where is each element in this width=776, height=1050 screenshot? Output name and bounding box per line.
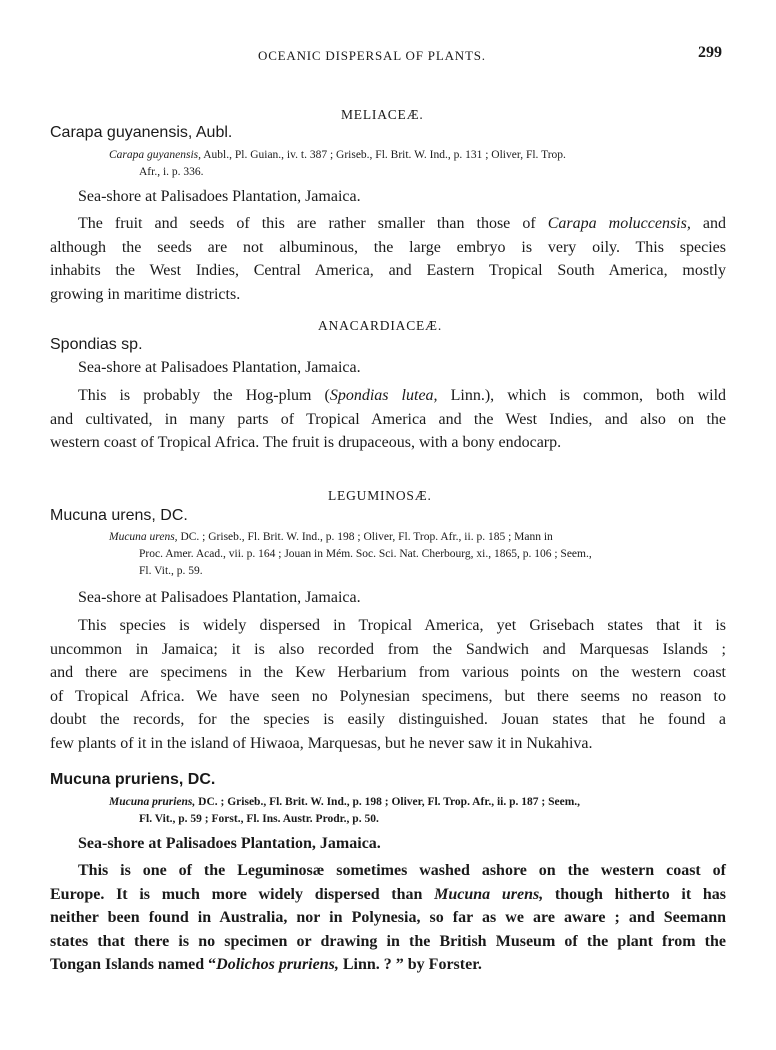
citation-text: Fl. Vit., p. 59 ; Forst., Fl. Ins. Austr. Prodr., p. 50. [139, 813, 379, 825]
paragraph-text: Linn.), which is common, both wild [437, 387, 727, 404]
paragraph-mucuna-urens [50, 614, 726, 755]
paragraph-line: few plants of it in the island of Hiwaoa, Marquesas, but he never saw it in Nukahiva. [50, 734, 593, 752]
locality-carapa: Sea-shore at Palisadoes Plantation, Jamaica. [78, 188, 361, 205]
paragraph-text: Linn. ? ” by Forster. [338, 956, 482, 973]
paragraph-text: Europe. It is much more widely dispersed than [50, 885, 435, 903]
paragraph-line: This is one of the Leguminosæ sometimes washed ashore on the western coast of [78, 862, 726, 879]
paragraph-line: This species is widely dispersed in Tropical America, yet Grisebach states that it is [78, 617, 726, 634]
paragraph-line: states that there is no specimen or drawing in the British Museum of the plant from the [50, 932, 726, 950]
paragraph-text: The fruit and seeds of this are rather smaller than those of [78, 215, 548, 232]
citation-italic-name: Carapa guyanensis, [109, 149, 201, 161]
locality-spondias: Sea-shore at Palisadoes Plantation, Jamaica. [78, 359, 361, 376]
species-name-mucuna-urens: Mucuna urens, DC. [50, 507, 188, 524]
paragraph-spondias [50, 384, 726, 455]
citation-text: Proc. Amer. Acad., vii. p. 164 ; Jouan in Mém. Soc. Sci. Nat. Cherbourg, xi., 1865, p. 106 ; Seem., [139, 548, 592, 560]
paragraph-text: Tongan Islands named “ [50, 956, 217, 973]
paragraph-italic: Spondias lutea, [329, 387, 438, 404]
family-heading-meliaceae: MELIACEÆ. [341, 107, 424, 122]
paragraph-italic: Mucuna urens, [434, 885, 544, 903]
running-title: OCEANIC DISPERSAL OF PLANTS. [258, 48, 486, 63]
citation-text: Afr., i. p. 336. [139, 166, 204, 178]
family-heading-anacardiaceae: ANACARDIACEÆ. [318, 318, 443, 333]
citation-text: Fl. Vit., p. 59. [139, 565, 203, 577]
page-number: 299 [698, 44, 722, 61]
paragraph-carapa [50, 212, 726, 306]
species-name-mucuna-pruriens: Mucuna pruriens, DC. [50, 771, 216, 788]
citation-text: DC. ; Griseb., Fl. Brit. W. Ind., p. 198 ; Oliver, Fl. Trop. Afr., ii. p. 187 ; Seem., [195, 796, 581, 808]
family-heading-leguminosae: LEGUMINOSÆ. [328, 488, 432, 503]
citation-text: Aubl., Pl. Guian., iv. t. 387 ; Griseb., Fl. Brit. W. Ind., p. 131 ; Oliver, Fl. Trop. [201, 149, 566, 161]
paragraph-line: inhabits the West Indies, Central America, and Eastern Tropical South America, mostly [50, 262, 726, 279]
citation-italic-name: Mucuna urens, [109, 531, 178, 543]
species-name-carapa: Carapa guyanensis, Aubl. [50, 124, 233, 141]
citation-text: DC. ; Griseb., Fl. Brit. W. Ind., p. 198 ; Oliver, Fl. Trop. Afr., ii. p. 185 ; Mann in [177, 531, 553, 543]
paragraph-text: and [690, 215, 727, 232]
locality-mucuna-urens: Sea-shore at Palisadoes Plantation, Jamaica. [78, 589, 361, 606]
citation-mucuna-urens [109, 529, 729, 580]
paragraph-line: doubt the records, for the species is easily distinguished. Jouan states that he found a [50, 711, 726, 728]
paragraph-line: although the seeds are not albuminous, the large embryo is very oily. This species [50, 238, 726, 256]
citation-carapa [109, 147, 729, 181]
paragraph-line: and there are specimens in the Kew Herbarium from various points on the western coast [50, 664, 726, 681]
paragraph-italic: Dolichos pruriens, [216, 956, 339, 973]
paragraph-italic: Carapa moluccensis, [547, 215, 691, 232]
paragraph-line: and cultivated, in many parts of Tropical America and the West Indies, and also on the [50, 410, 726, 428]
citation-italic-name: Mucuna pruriens, [109, 796, 196, 808]
paragraph-text: This is probably the Hog-plum ( [78, 387, 330, 404]
paragraph-line: neither been found in Australia, nor in Polynesia, so far as we are aware ; and Seemann [50, 909, 726, 926]
paragraph-line: of Tropical Africa. We have seen no Polynesian specimens, but there seems no reason to [50, 687, 726, 705]
paragraph-line: growing in maritime districts. [50, 285, 241, 303]
paragraph-line: uncommon in Jamaica; it is also recorded from the Sandwich and Marquesas Islands ; [50, 640, 726, 658]
paragraph-line: western coast of Tropical Africa. The fruit is drupaceous, with a bony endocarp. [50, 434, 562, 451]
species-name-spondias: Spondias sp. [50, 336, 143, 353]
locality-mucuna-pruriens: Sea-shore at Palisadoes Plantation, Jamaica. [78, 835, 381, 852]
citation-mucuna-pruriens [109, 794, 729, 828]
paragraph-text: though hitherto it has [543, 885, 727, 903]
paragraph-mucuna-pruriens [50, 859, 726, 977]
